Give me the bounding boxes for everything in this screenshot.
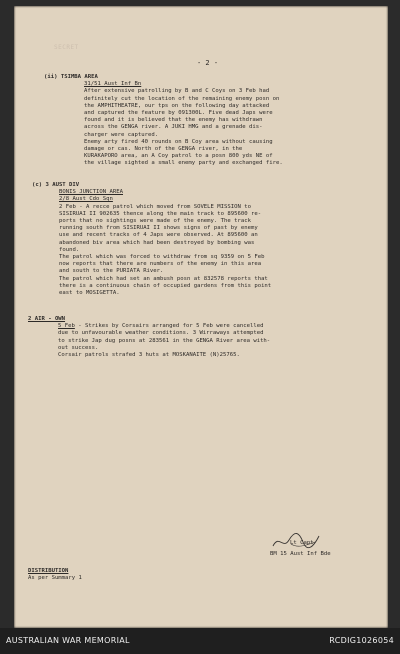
document-page [14,6,388,628]
text-line: After extensive patrolling by B and C Coys on 3 Feb had [84,88,270,95]
archive-footer [0,628,400,654]
text-line: east to MOSIGETTA. [59,290,120,297]
section-ii-heading: (ii) TSIMBA AREA [44,74,98,80]
text-line: damage or cas. North of the GENGA river, in the [84,146,243,153]
text-line: charger were captured. [84,131,159,138]
distribution [28,568,82,582]
signature-title: BM 15 Aust Inf Bde [270,551,331,557]
text-line: and south to the PURIATA River. [59,268,164,275]
text-line: abandoned biv area which had been destroyed by bombing was [59,239,255,246]
section-ii-body [84,88,283,167]
section-c-heading: (c) 3 AUST DIV [32,182,80,188]
text-line: out success. [58,344,99,351]
section-2-date: 5 Feb [58,323,75,330]
section-ii [44,74,283,168]
text-line: use and recent tracks of 4 Japs were observed. At 895600 an [59,232,258,239]
page-number: - 2 - [197,59,219,67]
text-line: found. [59,246,80,253]
text-line: and captured the feature by 091300L. Five dead Japs were [84,110,273,117]
section-c-unit: 2/8 Aust Cdo Sqn [59,196,113,203]
text-line: found and it is believed that the enemy has withdrawn [84,117,263,124]
text-line: SISIRUAI II 902635 thence along the main track to 895600 re- [59,210,262,217]
text-line: the village sighted a small enemy party and exchanged fire. [84,160,283,167]
text-line: KURAKAPORO area, an A Coy patrol to a posn 800 yds NE of [84,153,273,160]
section-2 [28,316,270,359]
text-line: The patrol which had set an ambush posn at 832578 reports that [59,275,268,282]
faded-stamp: SECRET [54,44,79,51]
section-c-body [59,204,271,298]
text-line: 2 Feb - A recce patrol which moved from SOVELE MISSION to [59,203,251,210]
text-line: to strike Jap dug posns at 283561 in the GENGA River area with- [58,337,271,344]
section-ii-unit: 31/51 Aust Inf Bn [84,81,142,88]
section-2-heading: 2 AIR - OWN [28,316,66,322]
text-line: ports that no sightings were made of the enemy. The track [59,218,251,225]
section-2-body [58,323,270,359]
text-line: Corsair patrols strafed 3 huts at MOSKANAITE (N)25765. [58,352,240,359]
text-line: there is a continuous chain of occupied gardens from this point [59,282,272,289]
text-line: running south from SISIRUAI II shows signs of past by enemy [59,225,258,232]
section-c [32,182,271,297]
text-line: The patrol which was forced to withdraw from sq 9359 on 5 Feb [59,254,265,261]
section-c-area: BONIS JUNCTION AREA [59,189,123,196]
footer-record-id: RCDIG1026054 [329,636,394,645]
text-line: across the GENGA river. A JUKI HMG and a grenade dis- [84,124,263,131]
distribution-heading: DISTRIBUTION [28,568,69,574]
text-line: - Strikes by Corsairs arranged for 5 Feb were cancelled [78,323,264,330]
text-line: now reports that there are numbers of the enemy in this area [59,261,262,268]
distribution-line: As per Summary 1 [28,575,82,582]
text-line: Enemy arty fired 40 rounds on B Coy area without causing [84,138,273,145]
text-line: the AMPHITHEATRE, our tps on the following day attacked [84,102,270,109]
text-line: definitely cut the location of the remaining enemy posn on [84,95,280,102]
text-line: due to unfavourable weather conditions. 3 Wirraways attempted [58,330,264,337]
signature-rank: Lt Capt [290,540,314,546]
footer-institution: AUSTRALIAN WAR MEMORIAL [6,636,130,645]
